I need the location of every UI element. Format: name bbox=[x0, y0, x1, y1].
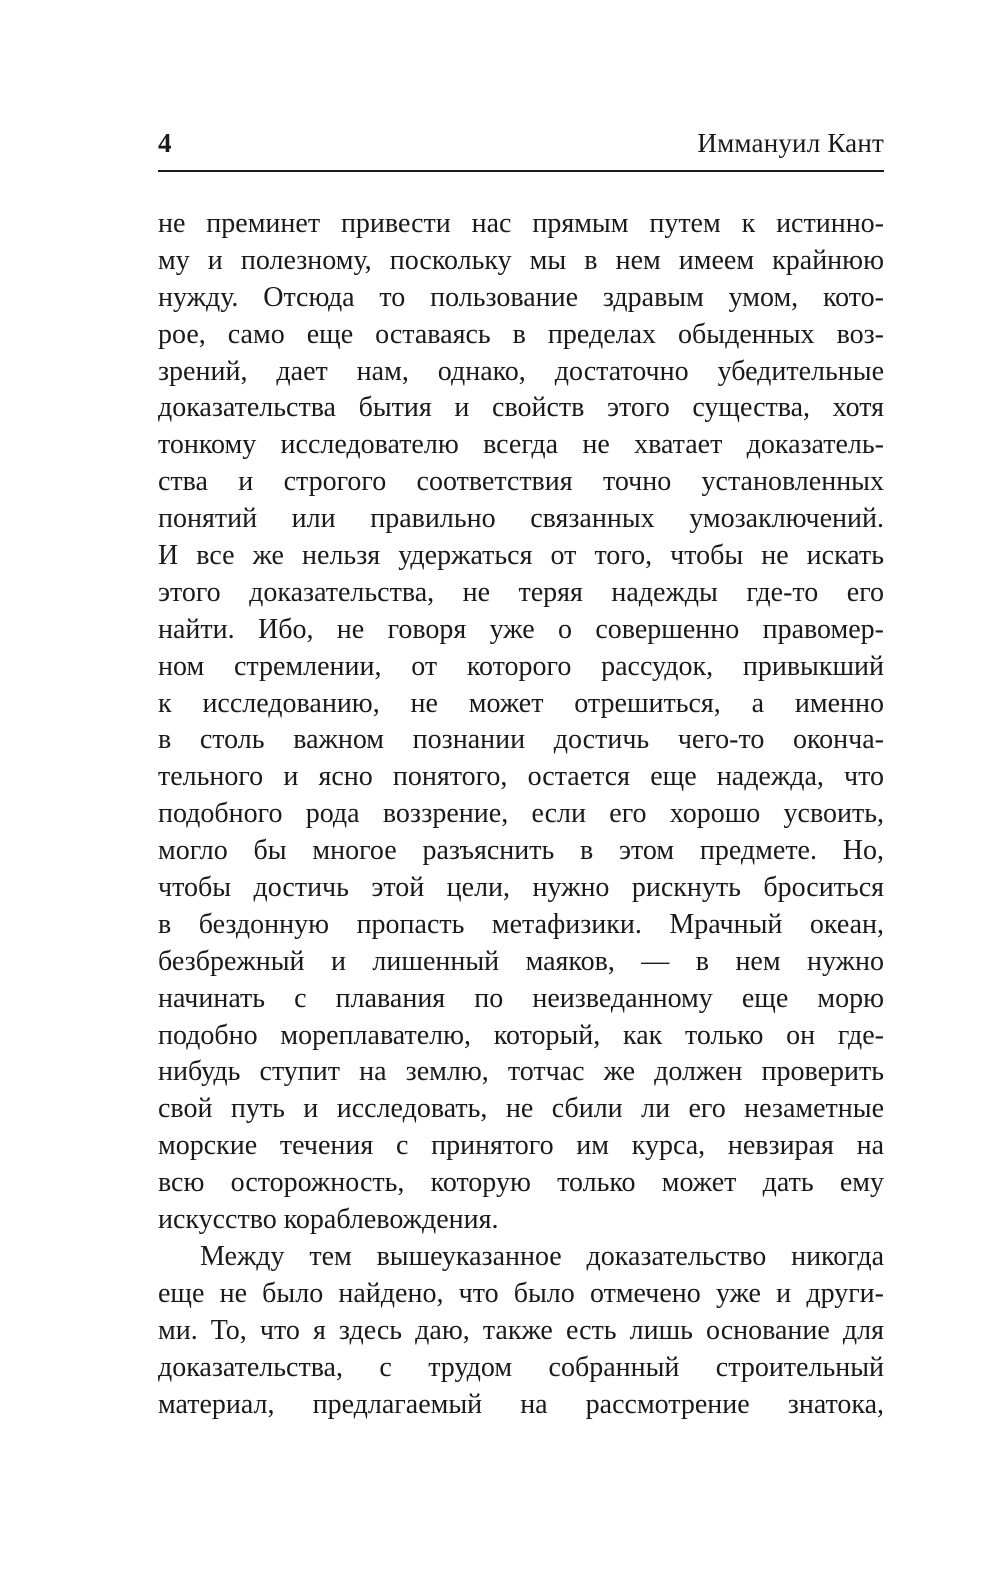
text-line: свой путь и исследовать, не сбили ли его незаметные bbox=[158, 1093, 884, 1125]
body-text bbox=[158, 206, 884, 1423]
text-line: морские течения с принятого им курса, невзирая на bbox=[158, 1130, 884, 1162]
text-line: И все же нельзя удержаться от того, чтобы не искать bbox=[158, 540, 884, 572]
text-line: подобно мореплавателю, который, как только он где- bbox=[158, 1019, 884, 1051]
text-line: безбрежный и лишенный маяков, — в нем нужно bbox=[158, 945, 884, 977]
text-line: му и полезному, поскольку мы в нем имеем крайнюю bbox=[158, 244, 884, 276]
text-line: доказательства бытия и свойств этого существа, хотя bbox=[158, 392, 884, 424]
text-line: могло бы многое разъяснить в этом предмете. Но, bbox=[158, 835, 884, 867]
text-line: еще не было найдено, что было отмечено уже и други- bbox=[158, 1277, 884, 1309]
header-rule bbox=[158, 170, 884, 172]
text-line: нибудь ступит на землю, тотчас же должен проверить bbox=[158, 1056, 884, 1088]
text-line: тонкому исследователю всегда не хватает доказатель- bbox=[158, 429, 884, 461]
text-line: материал, предлагаемый на рассмотрение знатока, bbox=[158, 1388, 884, 1420]
text-line: в столь важном познании достичь чего-то оконча- bbox=[158, 724, 884, 756]
text-line: Между тем вышеуказанное доказательство никогда bbox=[200, 1240, 884, 1272]
text-line: ном стремлении, от которого рассудок, привыкший bbox=[158, 650, 884, 682]
text-line: рое, само еще оставаясь в пределах обыденных воз- bbox=[158, 318, 884, 350]
text-line: понятий или правильно связанных умозаключений. bbox=[158, 503, 884, 535]
text-line: в бездонную пропасть метафизики. Мрачный океан, bbox=[158, 908, 884, 940]
text-line: не преминет привести нас прямым путем к истинно- bbox=[158, 208, 884, 239]
text-line: доказательства, с трудом собранный строительный bbox=[158, 1351, 884, 1383]
text-line: подобного рода воззрение, если его хорошо усвоить, bbox=[158, 798, 884, 830]
text-line: чтобы достичь этой цели, нужно рискнуть броситься bbox=[158, 872, 884, 904]
text-line: к исследованию, не может отрешиться, а именно bbox=[158, 687, 884, 719]
text-line: тельного и ясно понятого, остается еще надежда, что bbox=[158, 761, 884, 793]
text-line: искусство кораблевождения. bbox=[158, 1204, 499, 1236]
text-line: всю осторожность, которую только может дать ему bbox=[158, 1167, 884, 1199]
text-line: зрений, дает нам, однако, достаточно убедительные bbox=[158, 355, 884, 387]
text-line: ства и строгого соответствия точно установленных bbox=[158, 466, 884, 498]
text-line: начинать с плавания по неизведанному еще морю bbox=[158, 982, 884, 1014]
text-line: нужду. Отсюда то пользование здравым умом, кото- bbox=[158, 281, 884, 313]
running-head bbox=[158, 118, 884, 168]
text-line: найти. Ибо, не говоря уже о совершенно правомер- bbox=[158, 613, 884, 645]
text-line: ми. То, что я здесь даю, также есть лишь основание для bbox=[158, 1314, 884, 1346]
text-line: этого доказательства, не теряя надежды где-то его bbox=[158, 576, 884, 608]
running-head-author: Иммануил Кант bbox=[697, 128, 884, 158]
page-number: 4 bbox=[158, 128, 172, 158]
